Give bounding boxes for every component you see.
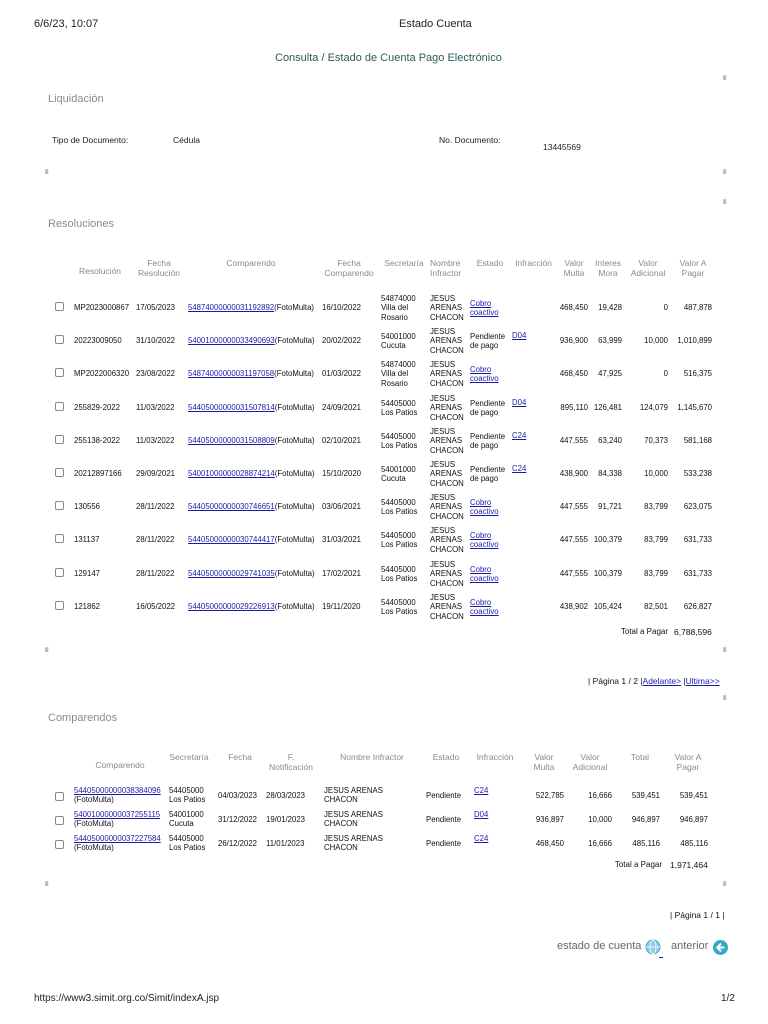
corner-mark: ▝ (42, 170, 49, 179)
notificacion-cell: 11/01/2023 (266, 839, 305, 848)
infraccion-link[interactable]: C24 (474, 834, 489, 843)
resolucion-cell: 131137 (74, 535, 100, 544)
comparendo-link[interactable]: 54001000000028874214 (188, 469, 275, 478)
total-cell: 946,897 (631, 815, 660, 824)
secretaria-cell: 54405000 Los Patios (381, 531, 418, 550)
valor-a-pagar-cell: 539,451 (679, 791, 708, 800)
fecha-cell: 26/12/2022 (218, 839, 258, 848)
valor-adicional-cell: 124,079 (639, 403, 668, 412)
estado-cell: Pendiente de pago (470, 399, 506, 418)
row-checkbox[interactable] (55, 792, 64, 801)
nombre-infractor-cell: JESUS ARENAS CHACON (430, 427, 464, 455)
comparendo-type: (FotoMulta) (74, 795, 114, 805)
comparendo-cell (188, 469, 315, 478)
table-row (0, 495, 768, 525)
comparendo-link[interactable]: 54405000000030744417 (188, 535, 275, 544)
column-header-valor-multa: Valor Multa (533, 752, 555, 772)
liquidacion-section-title: Liquidación (48, 93, 104, 105)
comparendo-link[interactable]: 54405000000029741035 (188, 569, 275, 578)
fecha-comparendo-cell: 01/03/2022 (322, 369, 362, 378)
notificacion-cell: 28/03/2023 (266, 791, 306, 800)
valor-multa-cell: 447,555 (559, 535, 588, 544)
comparendos-section-title: Comparendos (48, 712, 118, 724)
valor-multa-cell: 447,555 (559, 502, 588, 511)
doc-number-value: 13445569 (543, 142, 581, 152)
comparendo-cell (188, 602, 315, 611)
estado-cuenta-label: estado de cuenta (557, 940, 642, 952)
doc-number-label: No. Documento: (439, 135, 501, 145)
fecha-cell: 04/03/2023 (218, 791, 258, 800)
corner-mark: ▝ (42, 648, 49, 657)
comparendo-link[interactable]: 54001000000033490693 (188, 336, 275, 345)
valor-adicional-cell: 10,000 (644, 336, 668, 345)
fecha-comparendo-cell: 15/10/2020 (322, 469, 362, 478)
comparendo-cell (74, 834, 161, 853)
comparendo-cell (74, 810, 160, 829)
fecha-comparendo-cell: 17/02/2021 (322, 569, 362, 578)
corner-mark: ▝ (720, 170, 727, 179)
globe-icon[interactable] (645, 939, 661, 955)
valor-a-pagar-cell: 1,010,899 (677, 336, 712, 345)
nombre-infractor-cell: JESUS ARENAS CHACON (324, 834, 383, 853)
column-header-interes-mora: Interes Mora (595, 258, 621, 278)
nombre-infractor-cell: JESUS ARENAS CHACON (430, 593, 464, 621)
estado-cell: Pendiente de pago (470, 465, 506, 484)
comparendo-link[interactable]: 54405000000031508809 (188, 436, 275, 445)
interes-mora-cell: 63,999 (598, 336, 622, 345)
column-header-infraccion: Infracción (515, 258, 552, 268)
secretaria-cell: 54405000 Los Patios (381, 399, 418, 418)
column-header-fecha-comparendo: Fecha Comparendo (324, 258, 374, 278)
secretaria-cell: 54001000 Cucuta (381, 332, 416, 351)
estado-link[interactable]: Cobro coactivo (470, 565, 499, 584)
nombre-infractor-cell: JESUS ARENAS CHACON (324, 810, 383, 829)
resolucion-cell: 130556 (74, 502, 101, 511)
link-underline (659, 957, 663, 958)
comparendo-link[interactable]: 54874000000031197058 (188, 369, 275, 378)
valor-a-pagar-cell: 516,375 (683, 369, 712, 378)
fecha-resolucion-cell: 31/10/2022 (136, 336, 176, 345)
estado-link[interactable]: Cobro coactivo (470, 365, 499, 384)
nombre-infractor-cell: JESUS ARENAS CHACON (430, 360, 464, 388)
fecha-resolucion-cell: 28/11/2022 (136, 569, 175, 578)
secretaria-cell: 54405000 Los Patios (381, 598, 418, 617)
pagination-separator: | (640, 676, 643, 686)
valor-multa-cell: 522,785 (535, 791, 564, 800)
comparendo-cell (188, 336, 315, 345)
column-header-f-notificacion: F. Notificación (269, 752, 313, 772)
row-checkbox[interactable] (55, 402, 64, 411)
resoluciones-pagination (588, 676, 720, 686)
column-header-comparendo: Comparendo (95, 760, 145, 770)
comparendo-type: (FotoMulta) (274, 602, 315, 611)
nombre-infractor-cell: JESUS ARENAS CHACON (430, 493, 464, 521)
fecha-comparendo-cell: 16/10/2022 (322, 303, 362, 312)
infraccion-link[interactable]: D04 (474, 810, 489, 819)
fecha-resolucion-cell: 28/11/2022 (136, 535, 175, 544)
valor-multa-cell: 936,900 (559, 336, 588, 345)
column-header-estado: Estado (476, 258, 504, 268)
interes-mora-cell: 47,925 (598, 369, 622, 378)
infraccion-link[interactable]: C24 (474, 786, 489, 795)
comparendo-cell (74, 786, 161, 805)
table-row (0, 362, 768, 392)
fecha-resolucion-cell: 11/03/2022 (136, 436, 175, 445)
valor-multa-cell: 468,450 (559, 303, 588, 312)
infraccion-link[interactable]: C24 (512, 431, 527, 440)
column-header-valor-multa: Valor Multa (563, 258, 585, 278)
interes-mora-cell: 126,481 (593, 403, 622, 412)
valor-multa-cell: 936,897 (535, 815, 564, 824)
table-row (0, 462, 768, 492)
valor-multa-cell: 468,450 (559, 369, 588, 378)
infraccion-link[interactable]: D04 (512, 331, 527, 340)
comparendo-link[interactable]: 54405000000037227584 (74, 834, 161, 843)
comparendo-type: (FotoMulta) (274, 569, 315, 578)
fecha-cell: 31/12/2022 (218, 815, 258, 824)
fecha-comparendo-cell: 31/03/2021 (322, 535, 362, 544)
table-row (0, 528, 768, 558)
fecha-resolucion-cell: 23/08/2022 (136, 369, 176, 378)
comparendo-link[interactable]: 54001000000037255115 (74, 810, 161, 819)
fecha-resolucion-cell: 28/11/2022 (136, 502, 175, 511)
valor-multa-cell: 438,902 (559, 602, 588, 611)
print-page-title: Estado Cuenta (399, 18, 472, 30)
interes-mora-cell: 19,428 (598, 303, 622, 312)
row-checkbox[interactable] (55, 302, 64, 311)
pagination-next-link[interactable]: Adelante> (642, 676, 682, 686)
corner-mark: ▝ (42, 882, 49, 891)
estado-cell: Pendiente de pago (470, 432, 506, 451)
fecha-resolucion-cell: 29/09/2021 (136, 469, 176, 478)
valor-multa-cell: 447,555 (559, 569, 588, 578)
comparendo-link[interactable]: 54405000000030746651 (188, 502, 275, 511)
table-row (0, 834, 768, 856)
pagination-separator: | (683, 676, 686, 686)
interes-mora-cell: 100,379 (593, 569, 622, 578)
column-header-estado: Estado (432, 752, 460, 762)
valor-adicional-cell: 16,666 (588, 839, 612, 848)
print-url: https://www3.simit.org.co/Simit/indexA.jsp (34, 993, 220, 1004)
secretaria-cell: 54874000 Villa del Rosario (381, 360, 416, 388)
corner-mark: ▝ (720, 76, 727, 85)
total-cell: 485,116 (632, 839, 660, 848)
breadcrumb: Consulta / Estado de Cuenta Pago Electrónico (275, 52, 502, 64)
valor-adicional-cell: 0 (663, 369, 668, 378)
back-arrow-icon[interactable] (712, 939, 729, 956)
row-checkbox[interactable] (55, 501, 64, 510)
column-header-fecha-resolucion: Fecha Resolución (137, 258, 181, 278)
column-header-valor-adicional: Valor Adicional (630, 258, 666, 278)
table-row (0, 562, 768, 592)
row-checkbox[interactable] (55, 335, 64, 344)
resolucion-cell: MP2023000867 (74, 303, 130, 312)
comparendo-type: (FotoMulta) (74, 819, 114, 829)
column-header-comparendo: Comparendo (226, 258, 276, 268)
table-row (0, 429, 768, 459)
column-header-nombre-infractor: Nombre Infractor (340, 752, 404, 762)
nombre-infractor-cell: JESUS ARENAS CHACON (430, 394, 464, 422)
table-row (0, 595, 768, 625)
resolucion-cell: 20212897166 (74, 469, 122, 478)
column-header-valor-a-pagar: Valor A Pagar (674, 752, 702, 772)
resoluciones-total-value: 6,788,596 (674, 627, 712, 637)
secretaria-cell: 54874000 Villa del Rosario (381, 294, 416, 322)
valor-adicional-cell: 83,799 (644, 502, 668, 511)
estado-cuenta-link[interactable] (557, 940, 641, 952)
corner-mark: ▝ (720, 648, 727, 657)
resolucion-cell: 255829-2022 (74, 403, 120, 412)
valor-adicional-cell: 16,666 (588, 791, 612, 800)
comparendo-type: (FotoMulta) (274, 369, 315, 378)
valor-multa-cell: 468,450 (535, 839, 564, 848)
column-header-nombre-infractor: Nombre Infractor (430, 258, 462, 278)
valor-adicional-cell: 70,373 (644, 436, 668, 445)
comparendo-type: (FotoMulta) (74, 843, 114, 853)
valor-adicional-cell: 0 (663, 303, 668, 312)
estado-link[interactable]: Cobro coactivo (470, 299, 499, 318)
secretaria-cell: 54405000 Los Patios (381, 498, 418, 517)
valor-multa-cell: 447,555 (559, 436, 588, 445)
fecha-comparendo-cell: 24/09/2021 (322, 403, 362, 412)
row-checkbox[interactable] (55, 840, 64, 849)
print-datetime: 6/6/23, 10:07 (34, 18, 99, 30)
comparendo-link[interactable]: 54405000000031507814 (188, 403, 275, 412)
valor-a-pagar-cell: 631,733 (683, 569, 712, 578)
valor-adicional-cell: 10,000 (644, 469, 668, 478)
valor-a-pagar-cell: 1,145,670 (677, 403, 712, 412)
resoluciones-total-label: Total a Pagar (620, 627, 668, 636)
estado-cell: Pendiente (426, 839, 462, 848)
valor-a-pagar-cell: 581,168 (683, 436, 712, 445)
notificacion-cell: 19/01/2023 (266, 815, 306, 824)
resolucion-cell: 255138-2022 (74, 436, 120, 445)
doc-type-value: Cédula (173, 135, 200, 145)
comparendo-cell (188, 436, 315, 445)
estado-cell: Pendiente de pago (470, 332, 506, 351)
comparendo-type: (FotoMulta) (274, 303, 315, 312)
corner-mark: ▝ (720, 696, 727, 705)
resolucion-cell: 20223009050 (74, 336, 122, 345)
nombre-infractor-cell: JESUS ARENAS CHACON (430, 294, 464, 322)
fecha-comparendo-cell: 20/02/2022 (322, 336, 362, 345)
interes-mora-cell: 84,338 (598, 469, 622, 478)
fecha-resolucion-cell: 16/05/2022 (136, 602, 176, 611)
comparendo-cell (188, 303, 314, 312)
valor-a-pagar-cell: 946,897 (679, 815, 708, 824)
column-header-total: Total (631, 752, 649, 762)
table-row (0, 810, 768, 832)
column-header-valor-a-pagar: Valor A Pagar (679, 258, 707, 278)
resolucion-cell: 129147 (74, 569, 101, 578)
interes-mora-cell: 100,379 (593, 535, 622, 544)
comparendo-cell (188, 403, 315, 412)
row-checkbox[interactable] (55, 368, 64, 377)
nombre-infractor-cell: JESUS ARENAS CHACON (430, 560, 464, 588)
fecha-resolucion-cell: 17/05/2023 (136, 303, 176, 312)
comparendo-cell (188, 569, 315, 578)
row-checkbox[interactable] (55, 468, 64, 477)
anterior-label: anterior (671, 940, 709, 952)
row-checkbox[interactable] (55, 816, 64, 825)
valor-adicional-cell: 83,799 (644, 569, 668, 578)
anterior-link[interactable] (671, 940, 708, 952)
column-header-infraccion: Infracción (476, 752, 514, 762)
valor-adicional-cell: 82,501 (644, 602, 668, 611)
comparendo-type: (FotoMulta) (274, 502, 315, 511)
interes-mora-cell: 91,721 (598, 502, 622, 511)
table-row (0, 396, 768, 426)
secretaria-cell: 54001000 Cucuta (381, 465, 416, 484)
table-row (0, 329, 768, 359)
estado-link[interactable]: Cobro coactivo (470, 498, 499, 517)
fecha-comparendo-cell: 02/10/2021 (322, 436, 362, 445)
valor-adicional-cell: 83,799 (644, 535, 668, 544)
valor-a-pagar-cell: 487,878 (683, 303, 712, 312)
comparendo-link[interactable]: 54405000000038384096 (74, 786, 161, 795)
valor-multa-cell: 895,110 (560, 403, 588, 412)
doc-type-label: Tipo de Documento: (52, 135, 129, 145)
pagination-page-indicator: | Página 1 / 2 (588, 676, 638, 686)
resolucion-cell: MP2022006320 (74, 369, 130, 378)
comparendo-type: (FotoMulta) (274, 436, 315, 445)
row-checkbox[interactable] (55, 568, 64, 577)
row-checkbox[interactable] (55, 534, 64, 543)
column-header-secretaria: Secretaría (384, 258, 424, 268)
column-header-secretaria: Secretaría (169, 752, 209, 762)
corner-mark: ▝ (720, 882, 727, 891)
valor-a-pagar-cell: 533,238 (683, 469, 712, 478)
total-cell: 539,451 (631, 791, 660, 800)
valor-a-pagar-cell: 485,116 (680, 839, 708, 848)
pagination-last-link[interactable]: Ultima>> (685, 676, 720, 686)
row-checkbox[interactable] (55, 601, 64, 610)
comparendo-type: (FotoMulta) (274, 469, 315, 478)
nombre-infractor-cell: JESUS ARENAS CHACON (430, 327, 464, 355)
interes-mora-cell: 63,240 (598, 436, 622, 445)
estado-cell: Pendiente (426, 791, 462, 800)
comparendo-cell (188, 369, 314, 378)
column-header-resolucion: Resolución (78, 266, 122, 276)
comparendo-type: (FotoMulta) (274, 403, 315, 412)
infraccion-link[interactable]: C24 (512, 464, 527, 473)
comparendo-type: (FotoMulta) (274, 336, 315, 345)
secretaria-cell: 54405000 Los Patios (381, 565, 418, 584)
estado-link[interactable]: Cobro coactivo (470, 531, 499, 550)
nombre-infractor-cell: JESUS ARENAS CHACON (324, 786, 383, 805)
comparendos-total-label: Total a Pagar (614, 860, 662, 869)
resolucion-cell: 121862 (74, 602, 101, 611)
fecha-resolucion-cell: 11/03/2022 (136, 403, 175, 412)
comparendo-link[interactable]: 54874000000031192892 (188, 303, 275, 312)
estado-link[interactable]: Cobro coactivo (470, 598, 499, 617)
valor-a-pagar-cell: 623,075 (683, 502, 712, 511)
valor-a-pagar-cell: 626,827 (683, 602, 712, 611)
estado-cell: Pendiente (426, 815, 462, 824)
table-row (0, 786, 768, 808)
resoluciones-section-title: Resoluciones (48, 218, 115, 230)
comparendo-cell (188, 502, 315, 511)
secretaria-cell: 54405000 Los Patios (381, 432, 418, 451)
comparendo-type: (FotoMulta) (274, 535, 315, 544)
interes-mora-cell: 105,424 (593, 602, 622, 611)
print-page-counter: 1/2 (721, 993, 735, 1004)
secretaria-cell: 54405000 Los Patios (169, 786, 206, 805)
infraccion-link[interactable]: D04 (512, 398, 527, 407)
secretaria-cell: 54405000 Los Patios (169, 834, 206, 853)
comparendo-link[interactable]: 54405000000029226913 (188, 602, 275, 611)
valor-a-pagar-cell: 631,733 (683, 535, 712, 544)
valor-multa-cell: 438,900 (559, 469, 588, 478)
secretaria-cell: 54001000 Cucuta (169, 810, 204, 829)
column-header-fecha: Fecha (228, 752, 252, 762)
comparendo-cell (188, 535, 315, 544)
comparendos-pagination: | Página 1 / 1 | (670, 910, 725, 920)
nombre-infractor-cell: JESUS ARENAS CHACON (430, 526, 464, 554)
comparendos-total-value: 1,971,464 (670, 860, 708, 870)
valor-adicional-cell: 10,000 (588, 815, 612, 824)
corner-mark: ▝ (720, 200, 727, 209)
fecha-comparendo-cell: 19/11/2020 (322, 602, 361, 611)
row-checkbox[interactable] (55, 435, 64, 444)
fecha-comparendo-cell: 03/06/2021 (322, 502, 362, 511)
table-row (0, 296, 768, 326)
column-header-valor-adicional: Valor Adicional (572, 752, 608, 772)
nombre-infractor-cell: JESUS ARENAS CHACON (430, 460, 464, 488)
